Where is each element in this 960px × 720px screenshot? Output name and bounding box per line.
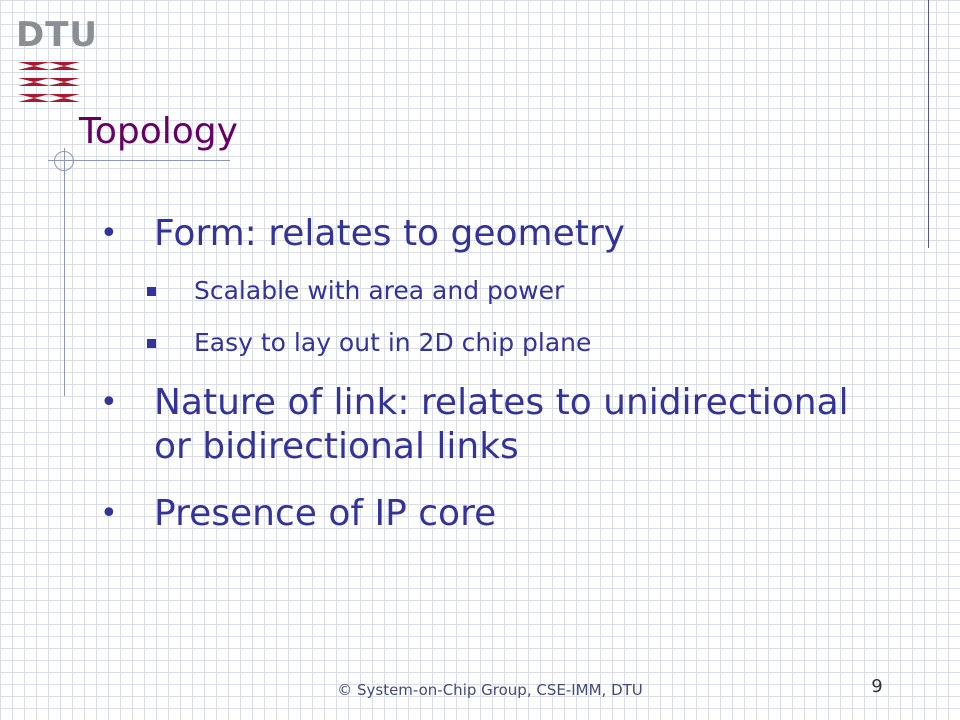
bullet-dot-icon: •: [100, 385, 118, 420]
bullet-text: Presence of IP core: [154, 493, 497, 534]
logo-text: DTU: [16, 15, 99, 55]
square-bullet-icon: [147, 339, 156, 348]
bullet-text: Form: relates to geometry: [154, 213, 625, 254]
decorative-rule-title: [48, 160, 230, 161]
square-bullet-icon: [147, 287, 156, 296]
page-number: 9: [871, 676, 883, 697]
sub-bullet-text: Scalable with area and power: [194, 276, 565, 305]
decorative-rule-right: [928, 0, 929, 248]
sub-bullet-text: Easy to lay out in 2D chip plane: [194, 328, 592, 357]
bullet-dot-icon: •: [100, 216, 118, 251]
bullet-text: Nature of link: relates to unidirectional or bidirectional links: [154, 382, 849, 467]
decorative-circle-icon: [54, 151, 74, 171]
bullet-dot-icon: •: [100, 496, 118, 531]
dtu-logo: [16, 15, 99, 112]
slide-title: Topology: [79, 111, 238, 152]
waves-icon: [16, 60, 82, 112]
decorative-rule-left: [64, 148, 65, 396]
footer-text: © System-on-Chip Group, CSE-IMM, DTU: [337, 681, 643, 699]
